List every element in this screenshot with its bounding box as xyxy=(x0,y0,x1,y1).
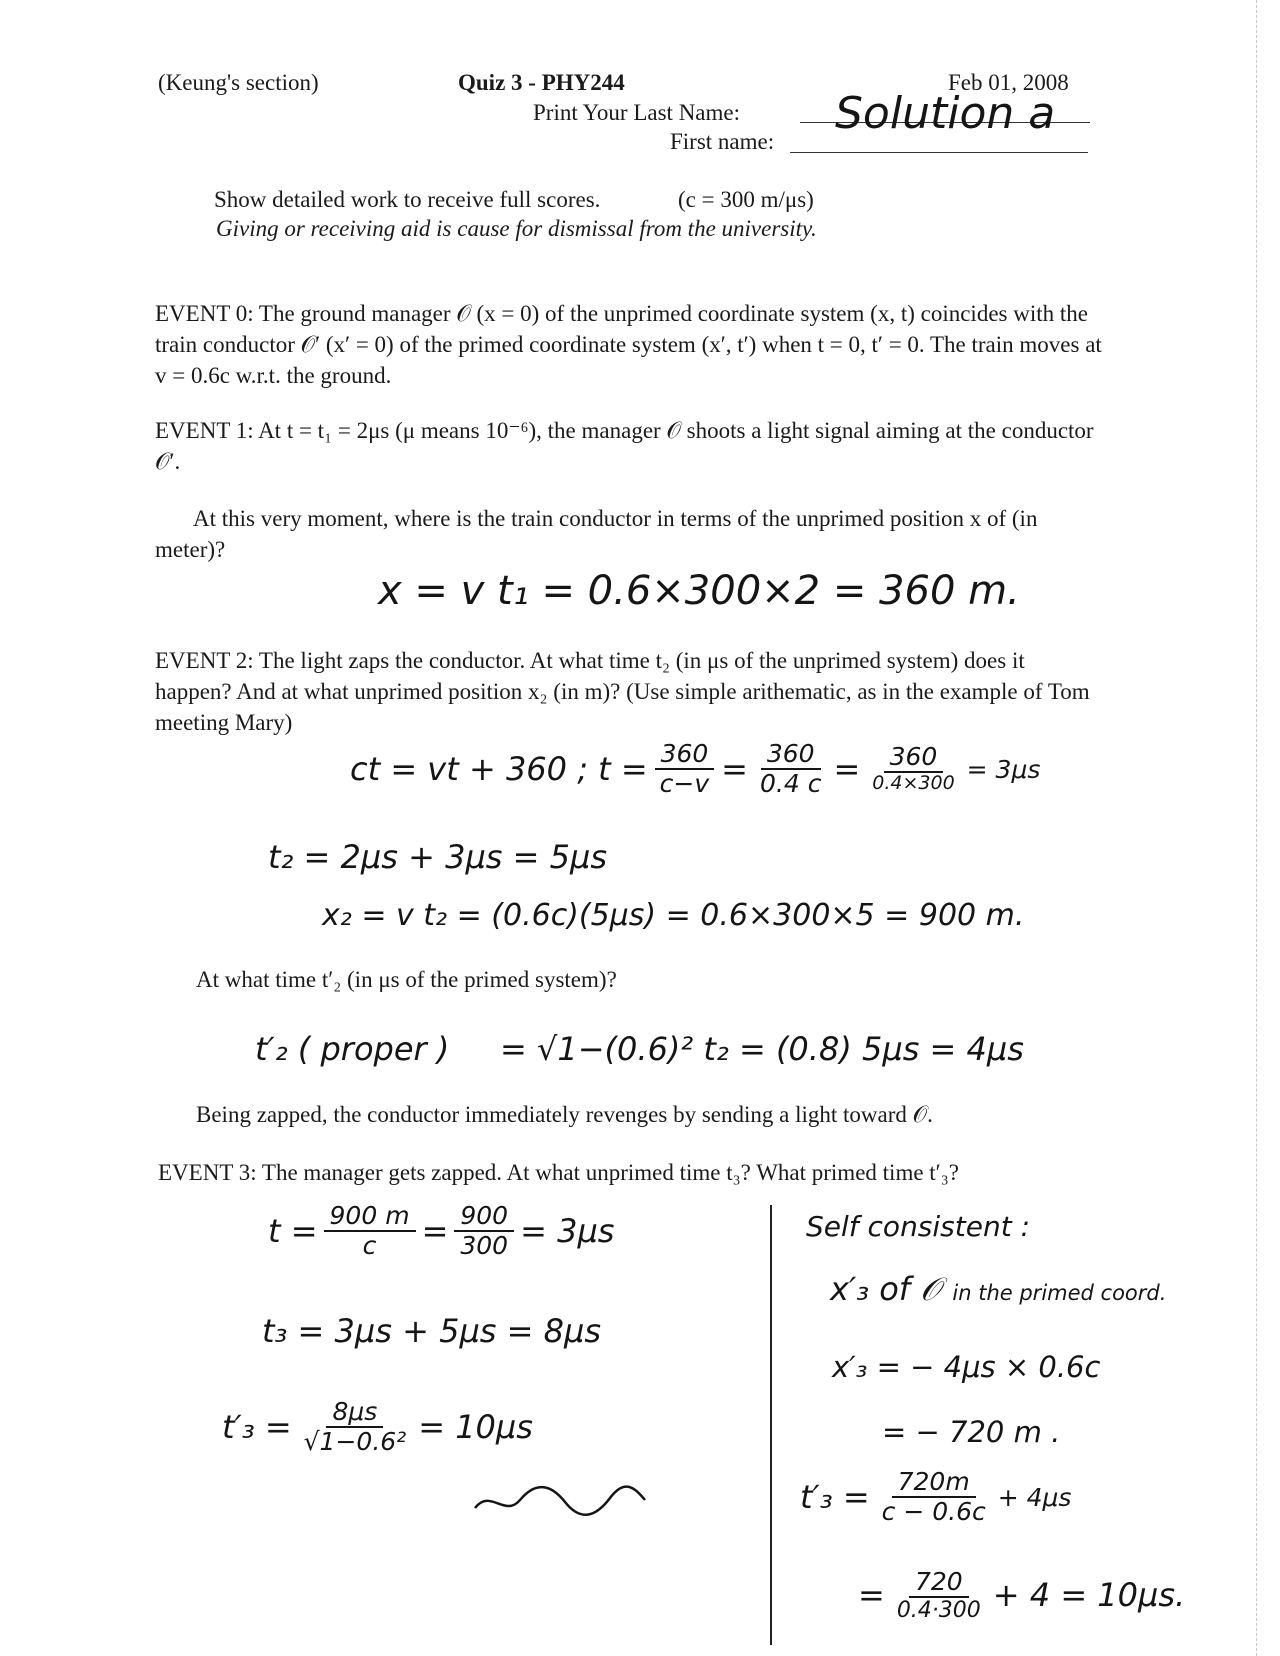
t3p-lhs: t′₃ = xyxy=(222,1408,292,1447)
final-eq-sign: = xyxy=(858,1576,885,1615)
e3-f2-num: 900 xyxy=(454,1202,514,1232)
t2-prime-lhs: t′₂ ( proper ) xyxy=(255,1030,450,1068)
e3-fraction-2 xyxy=(454,1202,514,1260)
last-name-label: Print Your Last Name: xyxy=(533,100,740,125)
e3-fraction-1 xyxy=(324,1202,416,1260)
final-fraction xyxy=(891,1568,987,1623)
quiz-title: Quiz 3 - PHY244 xyxy=(458,70,625,95)
x3-prime-line-1: x′₃ = − 4μs × 0.6c xyxy=(832,1350,1101,1384)
question-2-text: At what time t′₂ (in μs of the primed system)? xyxy=(196,967,617,992)
equation-2-time: ct = vt + 360 ; t = $\frac{360}{c-v}$ = $\frac{360}{0.4 c}$ = $\frac{360}{0.4\times 300}$ = 3μs xyxy=(350,739,1041,798)
t3p2-fraction xyxy=(876,1468,992,1526)
eq2-fraction-2 xyxy=(754,740,827,798)
final-num: 720 xyxy=(909,1568,969,1598)
x3-prime-description xyxy=(830,1270,1166,1309)
eq2-f1-den: c−v xyxy=(659,768,710,798)
x3-prime-line-2: = − 720 m . xyxy=(882,1415,1061,1449)
t3p-num: 8μs xyxy=(326,1398,383,1428)
page-edge xyxy=(1256,0,1257,1656)
t3p2-num: 720m xyxy=(892,1468,976,1498)
eq2-f1-num: 360 xyxy=(655,740,715,770)
event-1-text: EVENT 1: At t = t₁ = 2μs (μ means 10⁻⁶), the manager 𝒪 shoots a light signal aiming at the conductor 𝒪′. xyxy=(155,418,1094,474)
speed-of-light-constant: (c = 300 m/μs) xyxy=(678,187,814,212)
x3p-desc-var: x′₃ of 𝒪 xyxy=(830,1270,941,1308)
eq2-left: ct = vt + 360 ; t = xyxy=(350,750,648,789)
event-2-text: EVENT 2: The light zaps the conductor. At what time t₂ (in μs of the unprimed system) does it happen? And at what unprimed position x₂ (in m)? (Use simple arithematic, as in the example of Tom meeting Mary) xyxy=(155,648,1090,735)
self-consistent-heading: Self consistent : xyxy=(806,1210,1031,1243)
eq2-f3-den: 0.4×300 xyxy=(872,771,955,794)
eq2-fraction-1 xyxy=(654,740,716,798)
final-den: 0.4·300 xyxy=(896,1597,981,1623)
zapped-text: Being zapped, the conductor immediately revenges by sending a light toward 𝒪. xyxy=(196,1102,933,1127)
quiz-date: Feb 01, 2008 xyxy=(948,70,1069,95)
e3-f1-num: 900 m xyxy=(324,1202,416,1232)
handwritten-name: Solution a xyxy=(835,88,1056,139)
e3-f2-den: 300 xyxy=(460,1230,509,1260)
eq2-result: = 3μs xyxy=(966,754,1041,784)
eq2-f2-den: 0.4 c xyxy=(759,768,822,798)
event-3-time-equation: t = $\frac{900 m}{c}$ = $\frac{900}{300}$ = 3μs xyxy=(268,1201,615,1260)
event-0-text: EVENT 0: The ground manager 𝒪 (x = 0) of the unprimed coordinate system (x, t) coincides with the train conductor 𝒪′ (x′ = 0) of the primed coordinate system (x′, t′) when t = 0, t′ = 0. The train moves at v = 0.6c w.r.t. the ground. xyxy=(155,301,1102,388)
first-name-line xyxy=(790,152,1088,153)
section-label: (Keung's section) xyxy=(158,70,319,95)
e3-t-lhs: t = xyxy=(268,1212,318,1251)
t2-answer: t₂ = 2μs + 3μs = 5μs xyxy=(268,838,608,876)
t3-answer: t₃ = 3μs + 5μs = 8μs xyxy=(262,1312,602,1350)
e3-t-result: = 3μs xyxy=(520,1212,615,1251)
eq2-fraction-3 xyxy=(866,743,960,794)
show-work-text: Show detailed work to receive full scores. xyxy=(214,187,601,212)
e3-f1-den: c xyxy=(362,1230,377,1260)
t3p-den: √1−0.6² xyxy=(303,1426,407,1456)
t3p2-lhs: t′₃ = xyxy=(800,1478,870,1517)
squiggle-underline-icon xyxy=(470,1478,650,1518)
t3-prime-check-equation xyxy=(800,1468,1071,1526)
column-separator xyxy=(770,1205,772,1645)
event-3-text: EVENT 3: The manager gets zapped. At what unprimed time t₃? What primed time t′₃? xyxy=(158,1160,959,1185)
t3p-fraction xyxy=(298,1398,413,1456)
x2-answer: x₂ = v t₂ = (0.6c)(5μs) = 0.6×300×5 = 900 m. xyxy=(322,898,1025,933)
eq2-f3-num: 360 xyxy=(884,743,944,773)
question-1-text: At this very moment, where is the train conductor in terms of the unprimed position x of (in meter)? xyxy=(155,506,1038,562)
x3p-desc-rest: in the primed coord. xyxy=(952,1281,1167,1305)
t3p2-plus: + 4μs xyxy=(997,1482,1072,1512)
t3p-result: = 10μs xyxy=(418,1408,533,1447)
eq2-f2-num: 360 xyxy=(761,740,821,770)
answer-1: x = v t₁ = 0.6×300×2 = 360 m. xyxy=(378,568,1020,614)
final-result: + 4 = 10μs. xyxy=(992,1576,1186,1615)
t3-prime-equation xyxy=(222,1398,533,1456)
final-equation xyxy=(858,1568,1185,1623)
t2-prime-rhs: = √1−(0.6)² t₂ = (0.8) 5μs = 4μs xyxy=(500,1030,1024,1068)
first-name-label: First name: xyxy=(670,129,775,154)
t3p2-den: c − 0.6c xyxy=(881,1496,986,1526)
integrity-warning: Giving or receiving aid is cause for dismissal from the university. xyxy=(216,216,817,241)
